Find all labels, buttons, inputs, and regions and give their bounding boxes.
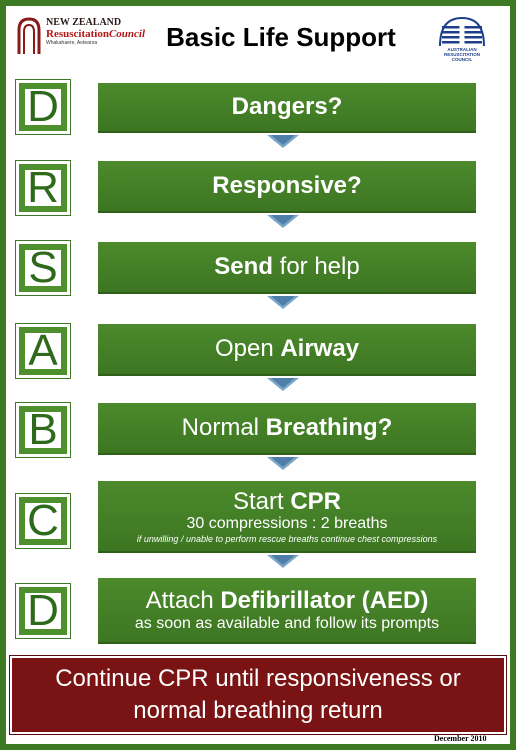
step-normal-breathing: Normal Breathing?: [98, 403, 476, 455]
nz-logo-line2: ResuscitationCouncil: [46, 28, 146, 40]
cpr-note: if unwilling / unable to perform rescue breaths continue chest compressions: [136, 533, 438, 544]
step-letter-d-aed: D: [16, 584, 70, 638]
banner-line1: Continue CPR until responsiveness or: [55, 664, 461, 692]
step-open-airway: Open Airway: [98, 324, 476, 376]
arc-emblem-icon: [434, 14, 490, 48]
nz-logo-line1: NEW ZEALAND: [46, 17, 122, 28]
arch-icon: [16, 16, 42, 54]
revision-date: December 2010: [434, 734, 487, 743]
page-title: Basic Life Support: [166, 22, 396, 52]
step-letter-r: R: [16, 161, 70, 215]
arc-logo-text: AUSTRALIAN RESUSCITATION COUNCIL: [443, 47, 481, 62]
arrow-down-icon: [267, 296, 299, 309]
cpr-ratio: 30 compressions : 2 breaths: [186, 515, 388, 533]
step-send-for-help: Send for help: [98, 242, 476, 294]
nz-logo-line3: Whakahaere, Aotearoa: [46, 40, 98, 46]
step-letter-s: S: [16, 241, 70, 295]
arrow-down-icon: [267, 378, 299, 391]
banner-line2: normal breathing return: [133, 697, 383, 724]
step-dangers: Dangers?: [98, 83, 476, 133]
step-attach-defibrillator: Attach Defibrillator (AED) as soon as available and follow its prompts: [98, 578, 476, 644]
step-letter-c: C: [16, 494, 70, 548]
arrow-down-icon: [267, 457, 299, 470]
nz-resuscitation-council-logo: [16, 16, 146, 56]
arrow-down-icon: [267, 135, 299, 148]
arrow-down-icon: [267, 215, 299, 228]
arrow-down-icon: [267, 555, 299, 568]
step-letter-b: B: [16, 403, 70, 457]
step-letter-a: A: [16, 324, 70, 378]
step-responsive: Responsive?: [98, 161, 476, 213]
step-letter-d: D: [16, 80, 70, 134]
aed-instruction: as soon as available and follow its prompts: [134, 614, 440, 632]
poster: [6, 6, 510, 744]
continue-cpr-banner: [10, 656, 506, 734]
step-start-cpr: Start CPR 30 compressions : 2 breaths if unwilling / unable to perform rescue breaths continue chest compressions: [98, 481, 476, 553]
australian-resuscitation-council-logo: [434, 14, 490, 70]
